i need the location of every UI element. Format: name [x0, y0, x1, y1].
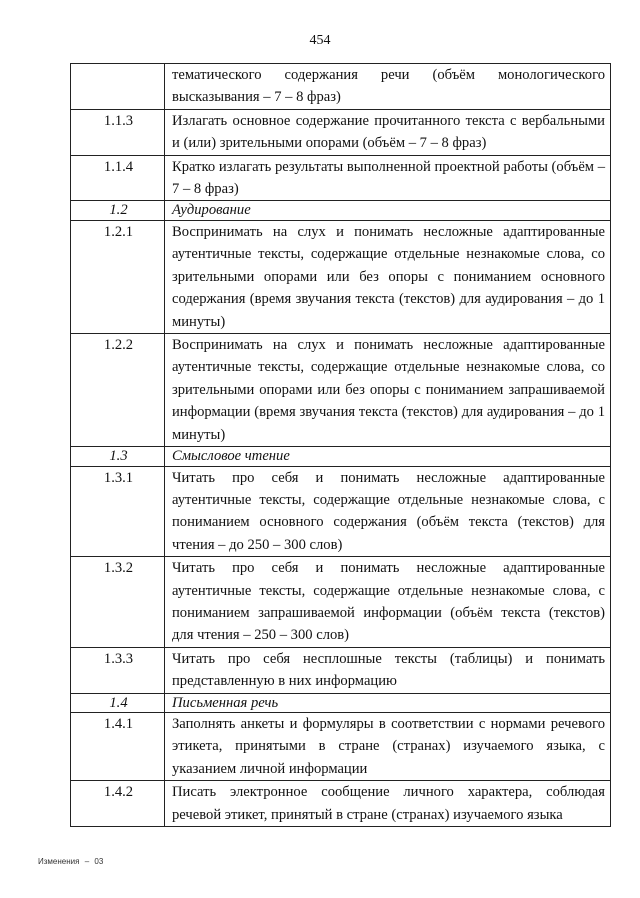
- table-row: [71, 647, 611, 693]
- section-number: 1.3: [71, 447, 165, 467]
- section-title: Аудирование: [165, 201, 611, 221]
- row-number: 1.1.3: [71, 109, 165, 155]
- table-row: [71, 781, 611, 827]
- row-text: Читать про себя и понимать несложные адаптированные аутентичные тексты, содержащие отдельные незнакомые слова, с пониманием основного содержания (объём текста (текстов) для чтения – до 250 – 300 слов): [165, 466, 611, 557]
- row-text: Воспринимать на слух и понимать несложные адаптированные аутентичные тексты, содержащие отдельные незнакомые слова, со зрительными опорами или без опоры с пониманием запрашиваемой информации (время звучания текста (текстов) для аудирования – до 1 минуты): [165, 333, 611, 446]
- section-number: 1.2: [71, 201, 165, 221]
- row-number: 1.4.2: [71, 781, 165, 827]
- table-row: [71, 109, 611, 155]
- row-text: Заполнять анкеты и формуляры в соответствии с нормами речевого этикета, принятыми в стране (странах) изучаемого языка, с указанием личной информации: [165, 713, 611, 781]
- row-text: Излагать основное содержание прочитанного текста с вербальными и (или) зрительными опорами (объём – 7 – 8 фраз): [165, 109, 611, 155]
- row-number: 1.4.1: [71, 713, 165, 781]
- row-text: Воспринимать на слух и понимать несложные адаптированные аутентичные тексты, содержащие отдельные незнакомые слова, со зрительными опорами или без опоры с пониманием основного содержания (время звучания текста (текстов) для аудирования – до 1 минуты): [165, 220, 611, 333]
- footer-separator: –: [84, 857, 90, 866]
- row-number: 1.3.3: [71, 647, 165, 693]
- row-text: тематического содержания речи (объём монологического высказывания – 7 – 8 фраз): [165, 64, 611, 110]
- section-row: [71, 693, 611, 713]
- row-text: Писать электронное сообщение личного характера, соблюдая речевой этикет, принятый в стране (странах) изучаемого языка: [165, 781, 611, 827]
- table-row: [71, 155, 611, 201]
- row-number: 1.2.2: [71, 333, 165, 446]
- footer-value: 03: [94, 857, 104, 866]
- table-row: [71, 713, 611, 781]
- row-number: [71, 64, 165, 110]
- table-row: [71, 466, 611, 557]
- row-number: 1.2.1: [71, 220, 165, 333]
- page-footer: [38, 857, 103, 866]
- section-title: Смысловое чтение: [165, 447, 611, 467]
- table-row: [71, 220, 611, 333]
- row-text: Кратко излагать результаты выполненной проектной работы (объём – 7 – 8 фраз): [165, 155, 611, 201]
- footer-label: Изменения: [38, 857, 80, 866]
- row-number: 1.3.1: [71, 466, 165, 557]
- table-row: [71, 333, 611, 446]
- table-row: [71, 64, 611, 110]
- section-number: 1.4: [71, 693, 165, 713]
- section-title: Письменная речь: [165, 693, 611, 713]
- row-number: 1.3.2: [71, 557, 165, 648]
- section-row: [71, 201, 611, 221]
- section-row: [71, 447, 611, 467]
- competency-table: [70, 63, 611, 827]
- row-number: 1.1.4: [71, 155, 165, 201]
- row-text: Читать про себя и понимать несложные адаптированные аутентичные тексты, содержащие отдельные незнакомые слова, с пониманием запрашиваемой информации (объём текста (текстов) для чтения – 250 – 300 слов): [165, 557, 611, 648]
- table-row: [71, 557, 611, 648]
- row-text: Читать про себя несплошные тексты (таблицы) и понимать представленную в них информацию: [165, 647, 611, 693]
- page-number: 454: [309, 33, 331, 48]
